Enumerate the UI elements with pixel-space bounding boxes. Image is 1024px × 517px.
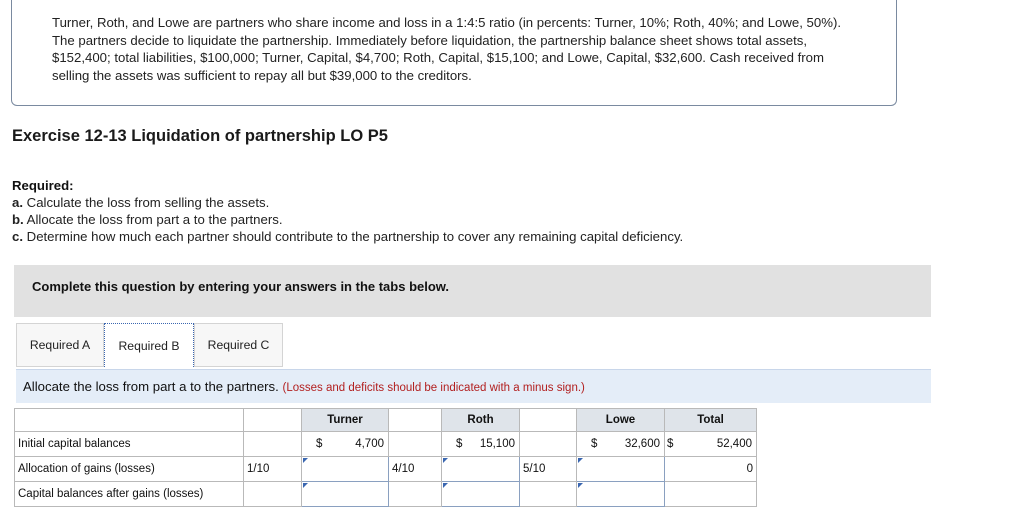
table-header-row	[15, 409, 757, 432]
header-roth: Roth	[442, 409, 520, 432]
roth-ratio: 4/10	[389, 457, 442, 482]
allocation-prompt-bar	[16, 369, 931, 403]
header-lowe: Lowe	[577, 409, 665, 432]
allocation-prompt: Allocate the loss from part a to the partners. (Losses and deficits should be indicated with a minus sign.)	[23, 379, 585, 394]
table-row	[15, 432, 757, 457]
row-label-allocation: Allocation of gains (losses)	[15, 457, 244, 482]
exercise-title: Exercise 12-13 Liquidation of partnership LO P5	[12, 127, 388, 145]
problem-statement: Turner, Roth, and Lowe are partners who share income and loss in a 1:4:5 ratio (in percents: Turner, 10%; Roth, 40%; and Lowe, 50%). The partners decide to liquidate the partnership. Immediately before liquidation, the partnership balance sheet shows total assets, $152,400; total liabilities, $100,000; Turner, Capital, $4,700; Roth, Capital, $15,100; and Lowe, Capital, $32,600. Cash received from selling the assets was sufficient to repay all but $39,000 to the creditors.	[52, 15, 842, 83]
table-row	[15, 482, 757, 507]
header-total: Total	[665, 409, 757, 432]
allocation-note: (Losses and deficits should be indicated with a minus sign.)	[282, 382, 585, 394]
total-initial: $ 52,400	[665, 432, 757, 457]
required-heading: Required:	[12, 178, 74, 193]
roth-after-input[interactable]	[442, 482, 520, 507]
lowe-allocation-input[interactable]	[577, 457, 665, 482]
required-item-a: a. Calculate the loss from selling the assets.	[12, 195, 270, 210]
tab-strip	[16, 323, 283, 367]
required-item-c: c. Determine how much each partner should contribute to the partnership to cover any remaining capital deficiency.	[12, 229, 684, 244]
row-label-initial: Initial capital balances	[15, 432, 244, 457]
allocation-table	[14, 408, 757, 507]
tab-required-a[interactable]: Required A	[16, 323, 104, 367]
turner-ratio: 1/10	[244, 457, 302, 482]
turner-after-input[interactable]	[302, 482, 389, 507]
total-after	[665, 482, 757, 507]
required-item-b: b. Allocate the loss from part a to the partners.	[12, 212, 283, 227]
table-row	[15, 457, 757, 482]
row-label-after: Capital balances after gains (losses)	[15, 482, 244, 507]
lowe-after-input[interactable]	[577, 482, 665, 507]
tab-required-c[interactable]: Required C	[194, 323, 283, 367]
lowe-ratio: 5/10	[520, 457, 577, 482]
roth-initial: $ 15,100	[442, 432, 520, 457]
turner-allocation-input[interactable]	[302, 457, 389, 482]
roth-allocation-input[interactable]	[442, 457, 520, 482]
instruction-text: Complete this question by entering your answers in the tabs below.	[32, 279, 450, 294]
turner-initial: $ 4,700	[302, 432, 389, 457]
lowe-initial: $ 32,600	[577, 432, 665, 457]
total-allocation: 0	[665, 457, 757, 482]
instruction-bar	[14, 265, 931, 317]
tab-required-b[interactable]: Required B	[104, 323, 194, 367]
header-turner: Turner	[302, 409, 389, 432]
